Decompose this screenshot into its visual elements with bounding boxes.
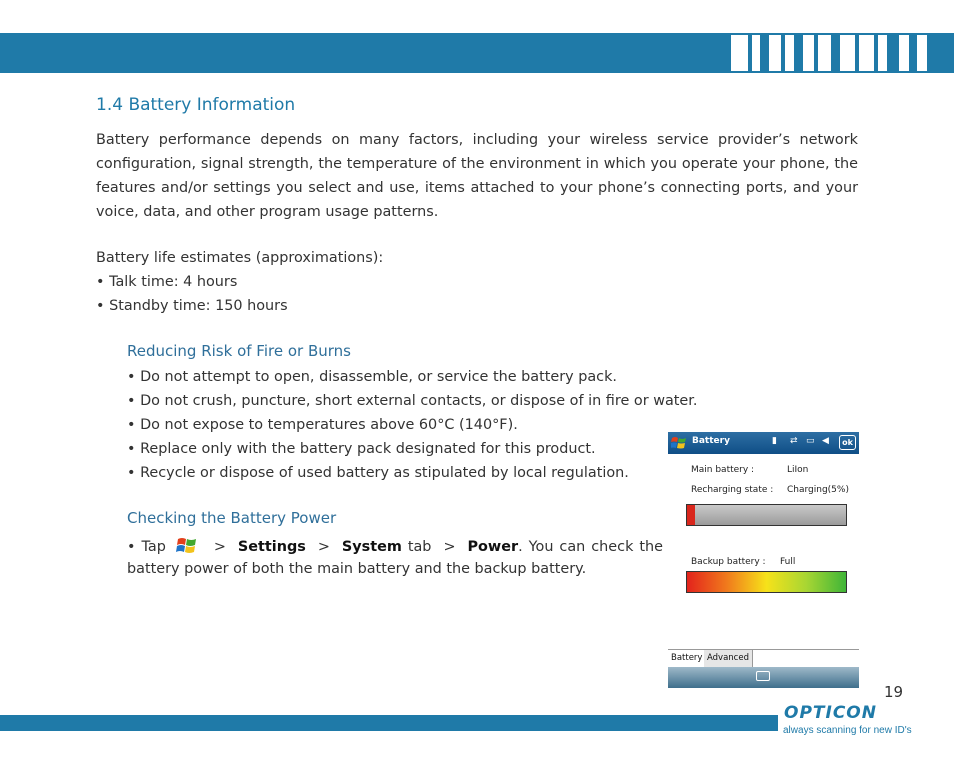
ok-button[interactable]: ok [839, 435, 856, 450]
recharging-value: Charging(5%) [787, 485, 849, 495]
opticon-logo: OPTICON [784, 703, 877, 723]
main-battery-label: Main battery : [691, 465, 755, 475]
backup-battery-bar [686, 571, 847, 593]
list-item: • Standby time: 150 hours [96, 298, 288, 314]
estimates-heading: Battery life estimates (approximations): [96, 250, 384, 266]
device-tabs [668, 649, 859, 667]
instruction-rest: . You can check the battery power of both the main battery and the backup battery. [127, 539, 664, 577]
device-title-bar [668, 432, 859, 454]
keyboard-icon[interactable] [756, 671, 770, 681]
backup-battery-label: Backup battery : [691, 557, 766, 567]
power-label: Power [467, 539, 519, 555]
tab-word: tab [407, 539, 432, 555]
footer-band [0, 715, 778, 731]
list-item: • Do not crush, puncture, short external contacts, or dispose of in fire or water. [127, 393, 698, 409]
signal-icon: ▮ [772, 436, 777, 446]
tab-battery[interactable]: Battery [668, 650, 706, 667]
connectivity-icon: ⇄ [790, 436, 798, 446]
device-screenshot [668, 432, 859, 688]
barcode-graphic [727, 35, 935, 71]
settings-label: Settings [237, 539, 306, 555]
backup-battery-value: Full [780, 557, 796, 567]
device-title: Battery [692, 436, 730, 446]
list-item: • Do not attempt to open, disassemble, or service the battery pack. [127, 369, 618, 385]
bullet: • [127, 539, 136, 555]
main-battery-bar [686, 504, 847, 526]
recharging-label: Recharging state : [691, 485, 774, 495]
volume-icon: ◀ [822, 436, 829, 446]
tap-word: Tap [141, 539, 166, 555]
section-title: 1.4 Battery Information [96, 95, 296, 115]
list-item: • Replace only with the battery pack designated for this product. [127, 441, 596, 457]
system-label: System [341, 539, 402, 555]
page-number: 19 [884, 683, 904, 701]
separator: > [317, 539, 330, 555]
separator: > [213, 539, 226, 555]
tab-advanced[interactable]: Advanced [704, 650, 753, 667]
main-battery-value: LiIon [787, 465, 809, 475]
battery-status-icon: ▭ [806, 436, 815, 446]
fire-heading: Reducing Risk of Fire or Burns [127, 342, 351, 360]
list-item: • Recycle or dispose of used battery as stipulated by local regulation. [127, 465, 629, 481]
tagline: always scanning for new ID's [783, 725, 912, 736]
intro-paragraph: Battery performance depends on many factors, including your wireless service provider’s network configuration, signal strength, the temperature of the environment in which you operate your phone, the features and/or settings you select and use, items attached to your phone’s connecting ports, and your voice, data, and other program usage patterns. [96, 132, 858, 220]
list-item: • Do not expose to temperatures above 60°C (140°F). [127, 417, 518, 433]
windows-flag-icon [176, 535, 198, 555]
check-heading: Checking the Battery Power [127, 509, 337, 527]
list-item: • Talk time: 4 hours [96, 274, 238, 290]
separator: > [443, 539, 456, 555]
main-battery-fill [687, 505, 695, 525]
device-menu-bar [668, 667, 859, 688]
tap-instruction [127, 535, 663, 580]
start-menu-icon[interactable] [671, 435, 687, 451]
